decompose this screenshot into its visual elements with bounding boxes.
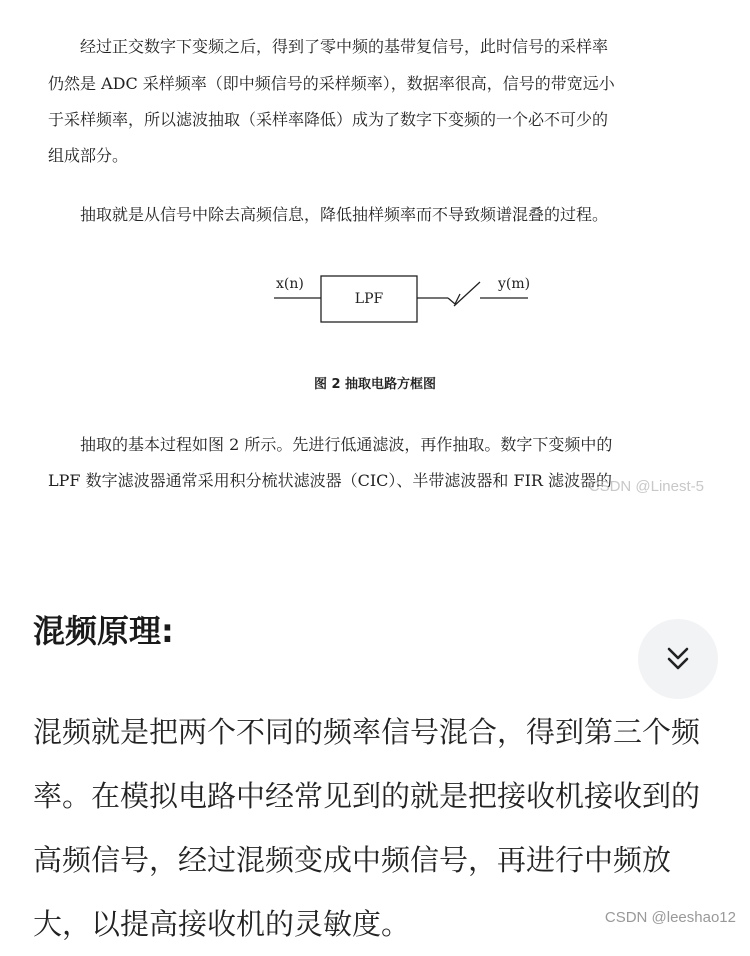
decimator-switch <box>448 282 480 306</box>
article-paragraph: 混频就是把两个不同的频率信号混合，得到第三个频率。在模拟电路中经常见到的就是把接收机接收到的高频信号，经过混频变成中频信号，再进行中频放大，以提高接收机的灵敏度。 <box>33 715 701 941</box>
scan-para3-line1: 抽取的基本过程如图 2 所示。先进行低通滤波，再作抽取。数字下变频中的 <box>48 435 613 454</box>
scan-para2: 抽取就是从信号中除去高频信息，降低抽样频率而不导致频谱混叠的过程。 <box>48 205 609 224</box>
expand-more-button[interactable] <box>638 619 718 699</box>
scan-para1-line2: 仍然是 ADC 采样频率（即中频信号的采样频率），数据率很高，信号的带宽远小 <box>48 74 615 93</box>
bottom-watermark: CSDN @leeshao12 <box>604 909 736 926</box>
output-label: y(m) <box>498 276 531 292</box>
scan-para1-line1: 经过正交数字下变频之后，得到了零中频的基带复信号，此时信号的采样率 <box>48 37 609 56</box>
section-heading: 混频原理: <box>33 612 174 650</box>
scan-para3-line2: LPF 数字滤波器通常采用积分梳状滤波器（CIC）、半带滤波器和 FIR 滤波器的 <box>48 471 613 490</box>
double-chevron-down-icon <box>665 645 691 673</box>
decimation-block-diagram <box>270 262 540 332</box>
figure-caption: 图 2 抽取电路方框图 <box>313 377 437 392</box>
lpf-label: LPF <box>354 291 384 307</box>
scan-para1-line4: 组成部分。 <box>48 146 129 165</box>
input-label: x(n) <box>276 276 304 292</box>
scan-para1-line3: 于采样频率，所以滤波抽取（采样率降低）成为了数字下变频的一个必不可少的 <box>48 110 609 129</box>
scan-watermark: CSDN @Linest-5 <box>588 478 704 495</box>
